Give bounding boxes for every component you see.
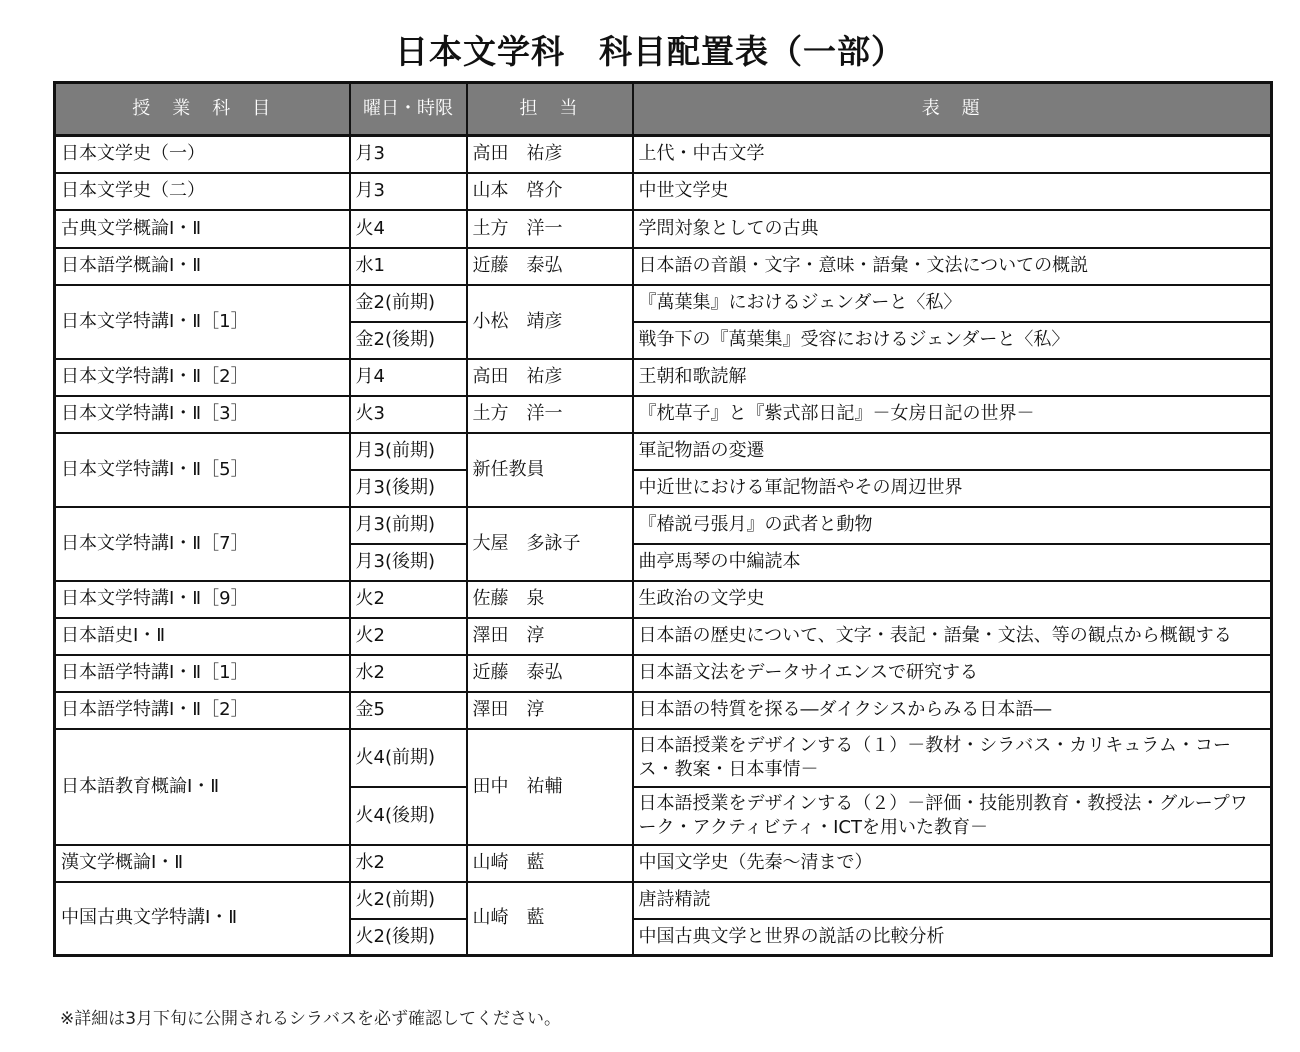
table-row (55, 396, 1272, 433)
course-theme: 中国古典文学と世界の説話の比較分析 (633, 919, 1272, 956)
course-theme: 日本語文法をデータサイエンスで研究する (633, 655, 1272, 692)
course-theme: 戦争下の『萬葉集』受容におけるジェンダーと〈私〉 (633, 322, 1272, 359)
course-schedule: 火2(後期) (350, 919, 467, 956)
table-row (55, 581, 1272, 618)
course-teacher: 近藤 泰弘 (467, 655, 633, 692)
course-theme: 日本語の歴史について、文字・表記・語彙・文法、等の観点から概観する (633, 618, 1272, 655)
course-teacher: 小松 靖彦 (467, 285, 633, 359)
course-schedule: 月3 (350, 173, 467, 210)
course-teacher: 山本 啓介 (467, 173, 633, 210)
footnote: ※詳細は3月下旬に公開されるシラバスを必ず確認してください。 (60, 1009, 562, 1029)
table-row (55, 882, 1272, 919)
course-theme: 上代・中古文学 (633, 136, 1272, 173)
course-theme: 王朝和歌読解 (633, 359, 1272, 396)
course-schedule: 水1 (350, 248, 467, 285)
course-theme: 生政治の文学史 (633, 581, 1272, 618)
course-teacher: 山崎 藍 (467, 845, 633, 882)
table-row (55, 433, 1272, 470)
table-row (55, 285, 1272, 322)
header-schedule: 曜日・時限 (350, 83, 467, 136)
course-subject: 日本文学特講Ⅰ・Ⅱ［3］ (55, 396, 350, 433)
table-row (55, 618, 1272, 655)
course-theme: 曲亭馬琴の中編読本 (633, 544, 1272, 581)
course-subject: 日本文学特講Ⅰ・Ⅱ［7］ (55, 507, 350, 581)
course-schedule: 火4(前期) (350, 729, 467, 787)
course-schedule: 月3(前期) (350, 507, 467, 544)
table-row (55, 845, 1272, 882)
course-theme: 『枕草子』と『紫式部日記』－女房日記の世界－ (633, 396, 1272, 433)
table-row (55, 173, 1272, 210)
course-subject: 日本文学史（一） (55, 136, 350, 173)
course-subject: 日本文学史（二） (55, 173, 350, 210)
course-theme: 学問対象としての古典 (633, 210, 1272, 248)
course-teacher: 土方 洋一 (467, 396, 633, 433)
course-teacher: 大屋 多詠子 (467, 507, 633, 581)
course-schedule: 火2 (350, 618, 467, 655)
course-schedule: 金2(前期) (350, 285, 467, 322)
course-subject: 日本語学概論Ⅰ・Ⅱ (55, 248, 350, 285)
table-header-row (55, 83, 1272, 136)
table-row (55, 248, 1272, 285)
course-schedule: 月3 (350, 136, 467, 173)
course-theme: 中世文学史 (633, 173, 1272, 210)
header-subject: 授 業 科 目 (55, 83, 350, 136)
course-subject: 日本文学特講Ⅰ・Ⅱ［9］ (55, 581, 350, 618)
course-schedule: 月3(後期) (350, 470, 467, 507)
table-row (55, 359, 1272, 396)
course-theme: 『萬葉集』におけるジェンダーと〈私〉 (633, 285, 1272, 322)
course-teacher: 佐藤 泉 (467, 581, 633, 618)
course-theme: 日本語の音韻・文字・意味・語彙・文法についての概説 (633, 248, 1272, 285)
course-schedule: 月4 (350, 359, 467, 396)
course-theme: 唐詩精読 (633, 882, 1272, 919)
table-row (55, 507, 1272, 544)
table-row (55, 210, 1272, 248)
course-teacher: 新任教員 (467, 433, 633, 507)
course-schedule: 火4(後期) (350, 787, 467, 845)
course-subject: 日本文学特講Ⅰ・Ⅱ［2］ (55, 359, 350, 396)
course-teacher: 土方 洋一 (467, 210, 633, 248)
course-theme: 日本語授業をデザインする（１）－教材・シラバス・カリキュラム・コース・教案・日本事情－ (633, 729, 1272, 787)
course-schedule: 火3 (350, 396, 467, 433)
course-teacher: 高田 祐彦 (467, 136, 633, 173)
course-subject: 中国古典文学特講Ⅰ・Ⅱ (55, 882, 350, 956)
course-schedule: 火2(前期) (350, 882, 467, 919)
course-theme: 軍記物語の変遷 (633, 433, 1272, 470)
course-subject: 日本文学特講Ⅰ・Ⅱ［5］ (55, 433, 350, 507)
course-subject: 古典文学概論Ⅰ・Ⅱ (55, 210, 350, 248)
header-teacher: 担 当 (467, 83, 633, 136)
course-schedule: 火4 (350, 210, 467, 248)
table-row (55, 655, 1272, 692)
table-row (55, 136, 1272, 173)
course-subject: 日本語教育概論Ⅰ・Ⅱ (55, 729, 350, 845)
table-body (55, 136, 1272, 956)
course-schedule: 金5 (350, 692, 467, 729)
course-subject: 日本語学特講Ⅰ・Ⅱ［2］ (55, 692, 350, 729)
course-schedule: 金2(後期) (350, 322, 467, 359)
course-theme: 『椿説弓張月』の武者と動物 (633, 507, 1272, 544)
table-row (55, 729, 1272, 787)
course-teacher: 澤田 淳 (467, 618, 633, 655)
header-theme: 表 題 (633, 83, 1272, 136)
course-subject: 日本語学特講Ⅰ・Ⅱ［1］ (55, 655, 350, 692)
course-theme: 中近世における軍記物語やその周辺世界 (633, 470, 1272, 507)
course-teacher: 田中 祐輔 (467, 729, 633, 845)
course-teacher: 高田 祐彦 (467, 359, 633, 396)
course-teacher: 山崎 藍 (467, 882, 633, 956)
course-theme: 日本語の特質を探る―ダイクシスからみる日本語― (633, 692, 1272, 729)
course-schedule: 月3(前期) (350, 433, 467, 470)
course-schedule: 水2 (350, 655, 467, 692)
page-title: 日本文学科 科目配置表（一部） (395, 32, 905, 71)
course-theme: 中国文学史（先秦～清まで） (633, 845, 1272, 882)
course-teacher: 澤田 淳 (467, 692, 633, 729)
course-subject: 日本語史Ⅰ・Ⅱ (55, 618, 350, 655)
course-table (53, 81, 1273, 957)
course-subject: 漢文学概論Ⅰ・Ⅱ (55, 845, 350, 882)
course-teacher: 近藤 泰弘 (467, 248, 633, 285)
table-row (55, 692, 1272, 729)
course-subject: 日本文学特講Ⅰ・Ⅱ［1］ (55, 285, 350, 359)
course-schedule: 水2 (350, 845, 467, 882)
course-schedule: 月3(後期) (350, 544, 467, 581)
course-theme: 日本語授業をデザインする（２）－評価・技能別教育・教授法・グループワーク・アクティビティ・ICTを用いた教育－ (633, 787, 1272, 845)
course-schedule: 火2 (350, 581, 467, 618)
